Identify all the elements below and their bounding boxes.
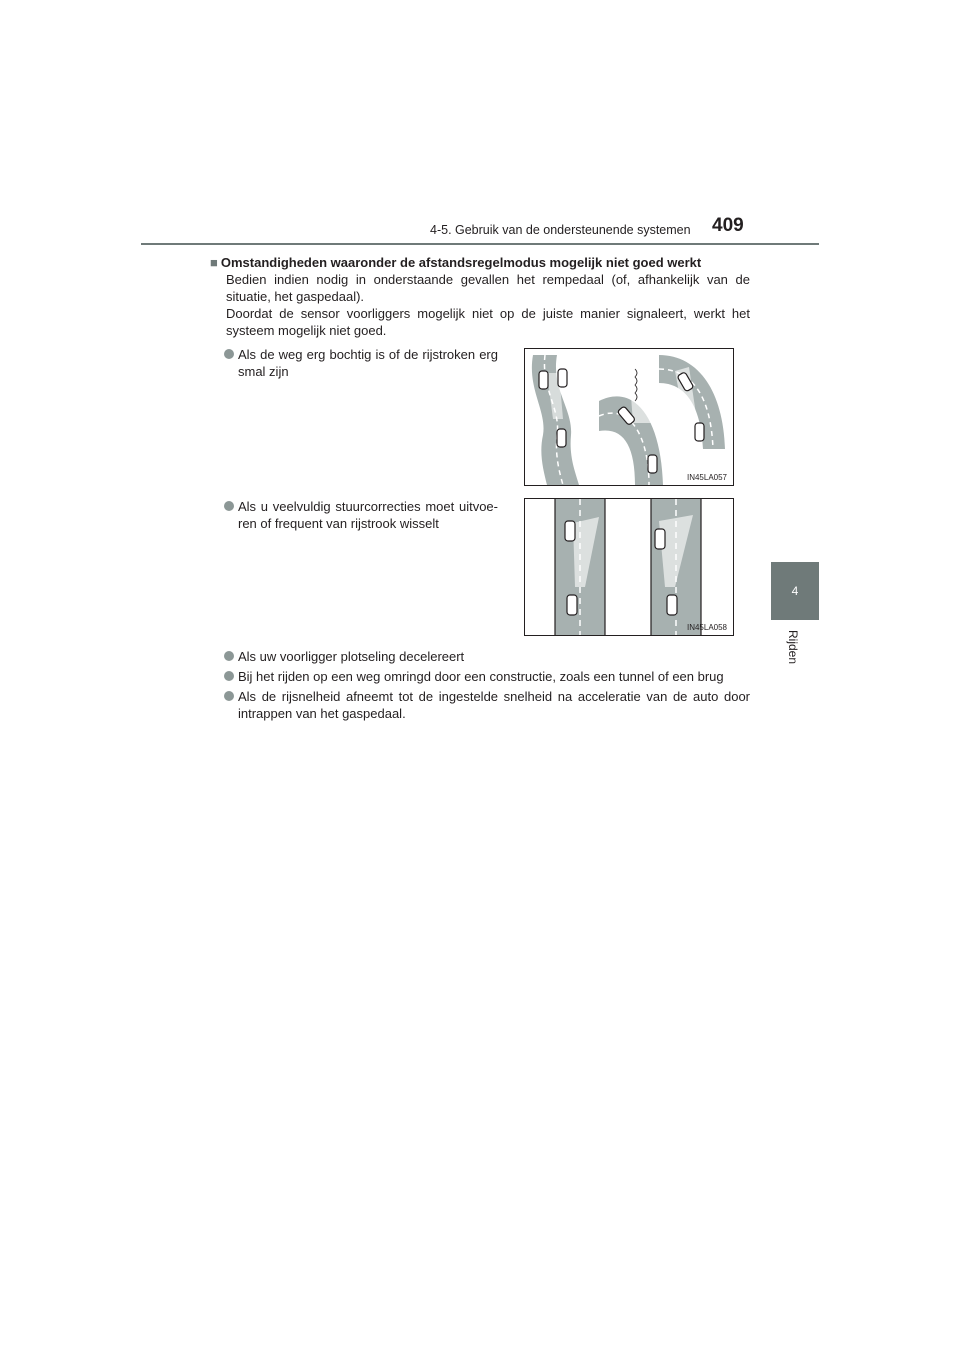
bullet-dot-icon xyxy=(224,691,234,701)
figure-lane-changes xyxy=(524,498,734,636)
square-bullet-icon: ■ xyxy=(210,255,218,270)
chapter-number: 4 xyxy=(791,584,799,598)
figure-code: IN45LA058 xyxy=(686,623,727,632)
bullet-text: Als de rijsnelheid afneemt tot de ingestelde snelheid na acceleratie van de auto door intrappen van het gaspedaal. xyxy=(238,689,750,721)
section-heading xyxy=(210,254,750,271)
list-item xyxy=(226,648,746,665)
list-item xyxy=(226,346,498,380)
section-paragraph: Bedien indien nodig in onderstaande gevallen het rempedaal (of, afhankelijk van de situatie, het gaspedaal). xyxy=(226,272,750,304)
bullet-dot-icon xyxy=(224,671,234,681)
section-heading-text: Omstandigheden waaronder de afstandsregelmodus mogelijk niet goed werkt xyxy=(220,255,702,270)
lane-changes-illustration xyxy=(525,499,733,635)
chapter-tab[interactable] xyxy=(771,562,819,620)
figure-curved-roads xyxy=(524,348,734,486)
bullet-text: Bij het rijden op een weg omringd door een constructie, zoals een tunnel of een brug xyxy=(238,669,724,684)
bullet-dot-icon xyxy=(224,501,234,511)
figure-code: IN45LA057 xyxy=(686,473,727,482)
list-item xyxy=(226,688,750,722)
bullet-text: Als u veelvuldig stuurcorrecties moet uitvoe-ren of frequent van rijstrook wisselt xyxy=(238,499,498,531)
bullet-dot-icon xyxy=(224,651,234,661)
bullet-text: Als de weg erg bochtig is of de rijstroken erg smal zijn xyxy=(238,347,498,379)
curved-roads-illustration xyxy=(525,349,733,485)
header-rule xyxy=(141,243,819,245)
bullet-dot-icon xyxy=(224,349,234,359)
chapter-label: Rijden xyxy=(786,630,800,665)
bullet-text: Als uw voorligger plotseling decelereert xyxy=(238,649,465,664)
list-item xyxy=(226,498,498,532)
section-paragraph-2: Doordat de sensor voorliggers mogelijk niet op de juiste manier signaleert, werkt het systeem mogelijk niet goed. xyxy=(226,306,750,338)
section-block xyxy=(210,254,750,339)
page-number: 409 xyxy=(712,215,744,236)
list-item xyxy=(226,668,756,685)
header-section-title: 4-5. Gebruik van de ondersteunende systemen xyxy=(430,223,691,237)
